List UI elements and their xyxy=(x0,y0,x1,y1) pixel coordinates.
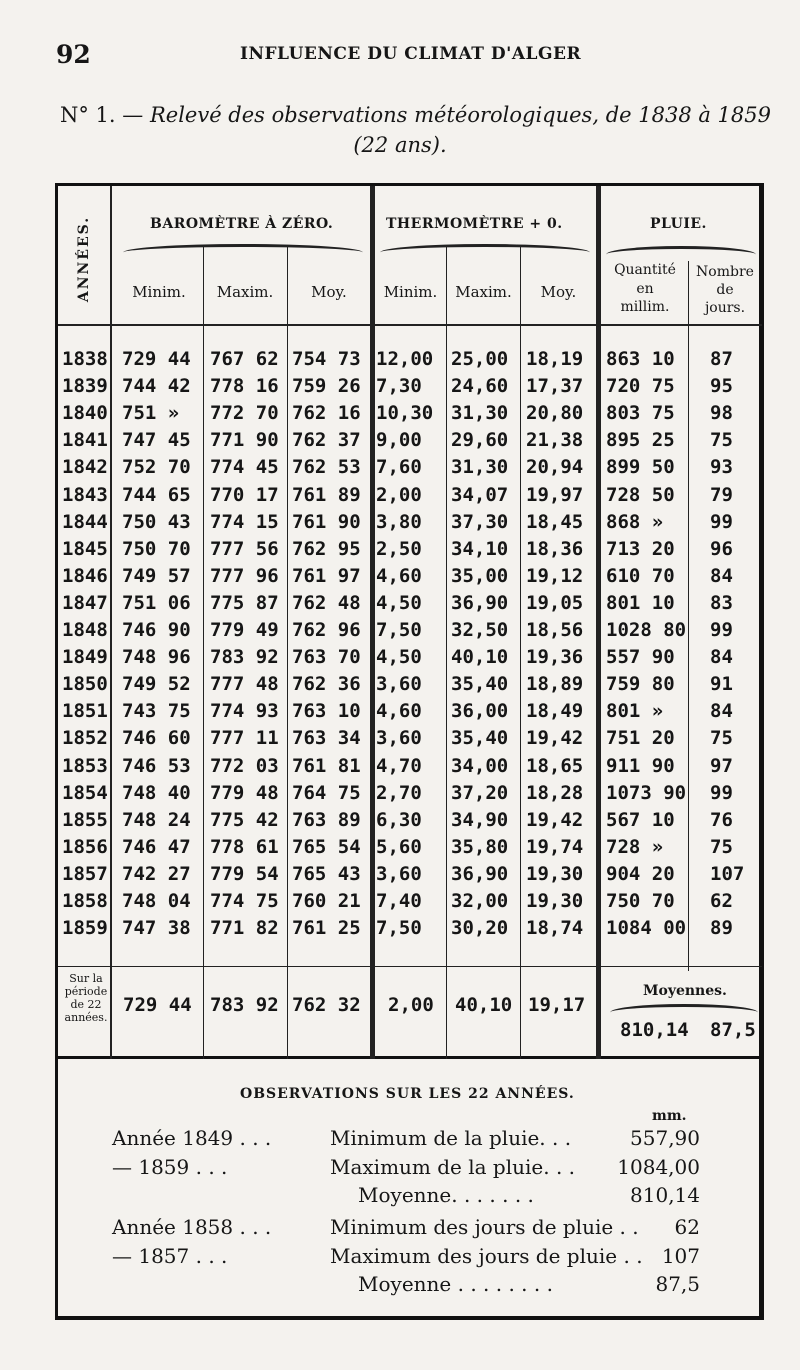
observation-value: 557,90 xyxy=(630,1126,700,1150)
cell-rain-qty: 803 75 xyxy=(606,402,675,425)
years-header: ANNÉES. xyxy=(76,215,93,302)
table-row xyxy=(58,646,762,673)
cell-rain-days: 99 xyxy=(710,781,733,804)
cell-rain-days: 75 xyxy=(710,727,733,750)
cell-rain-days: 62 xyxy=(710,890,733,912)
cell-thermo-min: 2,00 xyxy=(376,483,422,506)
observation-value: 87,5 xyxy=(655,1272,700,1296)
table-row xyxy=(58,511,762,538)
cell-rain-days: 93 xyxy=(710,456,733,479)
observation-label: Minimum des jours de pluie . . xyxy=(330,1215,639,1239)
summary-thermo-min: 2,00 xyxy=(388,994,434,1016)
cell-year: 1843 xyxy=(62,483,108,506)
cell-baro-moy: 763 34 xyxy=(292,727,361,750)
cell-thermo-max: 37,20 xyxy=(451,781,509,804)
rain-qty-header-3: millim. xyxy=(620,299,670,315)
cell-baro-moy: 762 48 xyxy=(292,591,361,614)
caption-title: Relevé des observations météorologiques, de 1838 à 1859 xyxy=(149,103,771,127)
cell-thermo-min: 4,60 xyxy=(376,564,422,587)
cell-rain-qty: 1084 00 xyxy=(606,917,687,940)
cell-baro-min: 746 90 xyxy=(122,619,191,641)
observation-value: 810,14 xyxy=(630,1183,700,1207)
cell-thermo-max: 40,10 xyxy=(451,646,509,669)
cell-thermo-max: 36,00 xyxy=(451,700,509,723)
cell-thermo-min: 7,50 xyxy=(376,917,422,940)
cell-rain-qty: 728 50 xyxy=(606,483,675,506)
rain-days-header-3: jours. xyxy=(704,300,746,316)
cell-rain-qty: 863 10 xyxy=(606,348,675,370)
cell-rain-days: 76 xyxy=(710,808,733,831)
cell-year: 1841 xyxy=(62,429,108,452)
cell-baro-max: 778 61 xyxy=(210,835,279,858)
cell-thermo-max: 32,50 xyxy=(451,619,509,641)
cell-baro-max: 774 75 xyxy=(210,890,279,912)
summary-thermo-moy: 19,17 xyxy=(528,994,586,1016)
table-row xyxy=(58,592,762,619)
cell-year: 1845 xyxy=(62,537,108,560)
table-row xyxy=(58,836,762,863)
table-row xyxy=(58,782,762,809)
cell-thermo-max: 29,60 xyxy=(451,429,509,452)
cell-rain-days: 99 xyxy=(710,619,733,641)
cell-rain-days: 98 xyxy=(710,402,733,425)
right-border xyxy=(759,1059,764,1317)
summary-baro-max: 783 92 xyxy=(210,994,279,1016)
rain-days-header-2: de xyxy=(716,282,734,298)
summary-rule xyxy=(58,966,762,967)
cell-baro-min: 748 24 xyxy=(122,808,191,831)
table-row xyxy=(58,917,762,944)
cell-thermo-max: 32,00 xyxy=(451,890,509,912)
cell-year: 1856 xyxy=(62,835,108,858)
cell-baro-moy: 754 73 xyxy=(292,348,361,370)
cell-rain-qty: 1028 80 xyxy=(606,619,687,641)
cell-thermo-max: 36,90 xyxy=(451,862,509,885)
observation-year: Année 1849 . . . xyxy=(112,1126,272,1150)
observation-label: Moyenne. . . . . . . xyxy=(358,1183,534,1207)
thermometer-header: THERMOMÈTRE + 0. xyxy=(386,216,563,232)
cell-baro-min: 750 70 xyxy=(122,537,191,560)
cell-rain-qty: 720 75 xyxy=(606,375,675,398)
cell-thermo-min: 9,00 xyxy=(376,429,422,452)
cell-baro-min: 742 27 xyxy=(122,862,191,885)
cell-thermo-min: 7,30 xyxy=(376,375,422,398)
cell-baro-moy: 762 16 xyxy=(292,402,361,425)
cell-baro-max: 783 92 xyxy=(210,646,279,669)
rain-brace xyxy=(606,246,756,263)
cell-rain-days: 96 xyxy=(710,537,733,560)
cell-baro-max: 772 03 xyxy=(210,754,279,777)
cell-thermo-max: 35,80 xyxy=(451,835,509,858)
cell-baro-moy: 760 21 xyxy=(292,890,361,912)
cell-thermo-min: 2,70 xyxy=(376,781,422,804)
cell-thermo-max: 34,10 xyxy=(451,537,509,560)
baro-max-header: Maxim. xyxy=(216,283,274,301)
cell-year: 1838 xyxy=(62,348,108,370)
cell-rain-days: 97 xyxy=(710,754,733,777)
table-row xyxy=(58,755,762,782)
cell-thermo-min: 2,50 xyxy=(376,537,422,560)
cell-thermo-moy: 18,49 xyxy=(526,700,584,723)
cell-baro-moy: 763 10 xyxy=(292,700,361,723)
cell-baro-max: 777 56 xyxy=(210,537,279,560)
cell-baro-max: 779 54 xyxy=(210,862,279,885)
cell-rain-qty: 911 90 xyxy=(606,754,675,777)
table-row xyxy=(58,375,762,402)
running-title: INFLUENCE DU CLIMAT D'ALGER xyxy=(240,44,582,64)
cell-rain-days: 75 xyxy=(710,429,733,452)
cell-rain-days: 89 xyxy=(710,917,733,940)
cell-baro-moy: 759 26 xyxy=(292,375,361,398)
cell-thermo-max: 35,00 xyxy=(451,564,509,587)
cell-baro-max: 774 93 xyxy=(210,700,279,723)
cell-thermo-moy: 18,65 xyxy=(526,754,584,777)
cell-thermo-max: 35,40 xyxy=(451,673,509,696)
cell-rain-days: 75 xyxy=(710,835,733,858)
barometer-brace xyxy=(123,244,363,261)
cell-thermo-min: 12,00 xyxy=(376,348,434,370)
cell-baro-min: 751 » xyxy=(122,402,180,425)
cell-baro-max: 771 82 xyxy=(210,917,279,940)
caption-number: N° 1. — xyxy=(60,103,144,127)
thermometer-brace xyxy=(380,244,590,261)
cell-baro-moy: 765 43 xyxy=(292,862,361,885)
cell-rain-qty: 557 90 xyxy=(606,646,675,669)
table-row xyxy=(58,456,762,483)
cell-baro-min: 750 43 xyxy=(122,510,191,533)
thermo-moy-header: Moy. xyxy=(540,283,577,301)
cell-thermo-min: 7,40 xyxy=(376,890,422,912)
cell-baro-moy: 763 70 xyxy=(292,646,361,669)
cell-thermo-max: 37,30 xyxy=(451,510,509,533)
observation-label: Minimum de la pluie. . . xyxy=(330,1126,572,1150)
cell-baro-max: 772 70 xyxy=(210,402,279,425)
observation-year: — 1857 . . . xyxy=(112,1244,228,1268)
cell-baro-max: 777 96 xyxy=(210,564,279,587)
cell-thermo-moy: 19,74 xyxy=(526,835,584,858)
table-row xyxy=(58,673,762,700)
cell-thermo-max: 31,30 xyxy=(451,456,509,479)
cell-baro-max: 775 87 xyxy=(210,591,279,614)
cell-thermo-moy: 21,38 xyxy=(526,429,584,452)
cell-rain-days: 95 xyxy=(710,375,733,398)
rain-qty-header-2: en xyxy=(636,281,654,297)
cell-baro-max: 771 90 xyxy=(210,429,279,452)
cell-baro-min: 748 96 xyxy=(122,646,191,669)
page-number: 92 xyxy=(56,40,91,69)
cell-rain-days: 107 xyxy=(710,862,745,885)
cell-thermo-max: 34,00 xyxy=(451,754,509,777)
cell-rain-qty: 899 50 xyxy=(606,456,675,479)
cell-thermo-moy: 20,94 xyxy=(526,456,584,479)
cell-thermo-moy: 18,74 xyxy=(526,917,584,940)
cell-thermo-moy: 19,12 xyxy=(526,564,584,587)
cell-rain-days: 84 xyxy=(710,564,733,587)
cell-thermo-moy: 19,30 xyxy=(526,890,584,912)
cell-thermo-moy: 19,05 xyxy=(526,591,584,614)
cell-year: 1855 xyxy=(62,808,108,831)
cell-rain-qty: 1073 90 xyxy=(606,781,687,804)
table-row xyxy=(58,348,762,375)
cell-baro-max: 777 11 xyxy=(210,727,279,750)
cell-baro-min: 752 70 xyxy=(122,456,191,479)
cell-rain-qty: 750 70 xyxy=(606,890,675,912)
cell-rain-qty: 868 » xyxy=(606,510,664,533)
cell-baro-min: 743 75 xyxy=(122,700,191,723)
cell-baro-min: 748 04 xyxy=(122,890,191,912)
cell-thermo-moy: 18,89 xyxy=(526,673,584,696)
table-row xyxy=(58,565,762,592)
page-header xyxy=(0,36,800,76)
cell-baro-max: 777 48 xyxy=(210,673,279,696)
moyennes-label: Moyennes. xyxy=(643,983,727,999)
table-row xyxy=(58,700,762,727)
cell-baro-min: 729 44 xyxy=(122,348,191,370)
cell-year: 1854 xyxy=(62,781,108,804)
cell-baro-moy: 762 95 xyxy=(292,537,361,560)
cell-rain-qty: 801 » xyxy=(606,700,664,723)
cell-baro-min: 744 65 xyxy=(122,483,191,506)
cell-baro-min: 746 60 xyxy=(122,727,191,750)
cell-rain-days: 99 xyxy=(710,510,733,533)
cell-rain-qty: 728 » xyxy=(606,835,664,858)
cell-rain-qty: 713 20 xyxy=(606,537,675,560)
cell-thermo-max: 31,30 xyxy=(451,402,509,425)
cell-thermo-min: 4,50 xyxy=(376,591,422,614)
table-row xyxy=(58,429,762,456)
cell-baro-min: 749 52 xyxy=(122,673,191,696)
cell-rain-qty: 610 70 xyxy=(606,564,675,587)
cell-baro-max: 775 42 xyxy=(210,808,279,831)
cell-year: 1840 xyxy=(62,402,108,425)
table-row xyxy=(58,863,762,890)
cell-thermo-min: 4,70 xyxy=(376,754,422,777)
cell-rain-qty: 904 20 xyxy=(606,862,675,885)
bottom-border xyxy=(55,1316,764,1320)
cell-baro-min: 746 47 xyxy=(122,835,191,858)
cell-baro-moy: 761 89 xyxy=(292,483,361,506)
cell-thermo-moy: 19,36 xyxy=(526,646,584,669)
observations-unit: mm. xyxy=(652,1108,687,1124)
cell-baro-max: 779 49 xyxy=(210,619,279,641)
cell-baro-min: 748 40 xyxy=(122,781,191,804)
cell-year: 1850 xyxy=(62,673,108,696)
summary-rain-qty: 810,14 xyxy=(620,1019,689,1041)
observation-value: 107 xyxy=(661,1244,700,1268)
cell-baro-max: 779 48 xyxy=(210,781,279,804)
observation-year: Année 1858 . . . xyxy=(112,1215,272,1239)
cell-year: 1859 xyxy=(62,917,108,940)
cell-baro-moy: 762 53 xyxy=(292,456,361,479)
cell-baro-moy: 765 54 xyxy=(292,835,361,858)
cell-rain-qty: 751 20 xyxy=(606,727,675,750)
cell-year: 1848 xyxy=(62,619,108,641)
cell-rain-qty: 801 10 xyxy=(606,591,675,614)
cell-baro-moy: 762 96 xyxy=(292,619,361,641)
cell-thermo-min: 3,60 xyxy=(376,727,422,750)
summary-label: Sur la période de 22 années. xyxy=(64,972,108,1024)
cell-baro-min: 749 57 xyxy=(122,564,191,587)
observation-label: Maximum de la pluie. . . xyxy=(330,1155,576,1179)
cell-thermo-max: 24,60 xyxy=(451,375,509,398)
cell-thermo-moy: 18,45 xyxy=(526,510,584,533)
cell-year: 1851 xyxy=(62,700,108,723)
cell-rain-qty: 895 25 xyxy=(606,429,675,452)
cell-rain-days: 83 xyxy=(710,591,733,614)
summary-thermo-max: 40,10 xyxy=(455,994,513,1016)
cell-baro-min: 744 42 xyxy=(122,375,191,398)
cell-thermo-max: 30,20 xyxy=(451,917,509,940)
cell-year: 1858 xyxy=(62,890,108,912)
cell-baro-max: 770 17 xyxy=(210,483,279,506)
cell-rain-days: 79 xyxy=(710,483,733,506)
cell-baro-moy: 762 36 xyxy=(292,673,361,696)
cell-year: 1853 xyxy=(62,754,108,777)
observation-value: 1084,00 xyxy=(617,1155,700,1179)
cell-year: 1857 xyxy=(62,862,108,885)
cell-thermo-moy: 17,37 xyxy=(526,375,584,398)
cell-baro-min: 751 06 xyxy=(122,591,191,614)
cell-year: 1839 xyxy=(62,375,108,398)
cell-rain-days: 84 xyxy=(710,700,733,723)
caption-subtitle: (22 ans). xyxy=(353,133,447,157)
table-row xyxy=(58,727,762,754)
cell-year: 1846 xyxy=(62,564,108,587)
table-row xyxy=(58,538,762,565)
cell-baro-moy: 761 97 xyxy=(292,564,361,587)
thermo-min-header: Minim. xyxy=(383,283,438,301)
observation-year: — 1859 . . . xyxy=(112,1155,228,1179)
cell-baro-moy: 763 89 xyxy=(292,808,361,831)
cell-rain-qty: 567 10 xyxy=(606,808,675,831)
cell-baro-max: 774 15 xyxy=(210,510,279,533)
cell-rain-days: 87 xyxy=(710,348,733,370)
cell-thermo-min: 7,50 xyxy=(376,619,422,641)
observation-label: Moyenne . . . . . . . . xyxy=(358,1272,553,1296)
cell-thermo-moy: 19,42 xyxy=(526,808,584,831)
cell-thermo-min: 3,60 xyxy=(376,673,422,696)
cell-thermo-min: 4,50 xyxy=(376,646,422,669)
thermo-max-header: Maxim. xyxy=(455,283,512,301)
table-caption xyxy=(60,100,780,160)
header-rule xyxy=(58,324,762,326)
cell-baro-moy: 761 81 xyxy=(292,754,361,777)
cell-thermo-moy: 19,30 xyxy=(526,862,584,885)
cell-thermo-max: 25,00 xyxy=(451,348,509,370)
cell-thermo-moy: 19,42 xyxy=(526,727,584,750)
summary-rain-days: 87,5 xyxy=(710,1019,756,1041)
cell-thermo-moy: 18,36 xyxy=(526,537,584,560)
table-row xyxy=(58,484,762,511)
cell-thermo-moy: 19,97 xyxy=(526,483,584,506)
cell-baro-moy: 761 25 xyxy=(292,917,361,940)
observation-value: 62 xyxy=(674,1215,700,1239)
table-row xyxy=(58,809,762,836)
cell-baro-max: 774 45 xyxy=(210,456,279,479)
cell-baro-min: 747 38 xyxy=(122,917,191,940)
left-border xyxy=(55,1059,58,1317)
rain-days-header-1: Nombre xyxy=(696,264,754,280)
table-row xyxy=(58,402,762,429)
cell-baro-max: 767 62 xyxy=(210,348,279,370)
cell-year: 1842 xyxy=(62,456,108,479)
cell-thermo-moy: 18,56 xyxy=(526,619,584,641)
rain-header: PLUIE. xyxy=(650,216,707,232)
baro-min-header: Minim. xyxy=(132,283,186,301)
cell-thermo-max: 34,90 xyxy=(451,808,509,831)
rain-qty-header-1: Quantité xyxy=(614,262,676,278)
table-row xyxy=(58,619,762,646)
summary-baro-moy: 762 32 xyxy=(292,994,361,1016)
cell-thermo-min: 7,60 xyxy=(376,456,422,479)
cell-thermo-max: 36,90 xyxy=(451,591,509,614)
cell-thermo-min: 10,30 xyxy=(376,402,434,425)
cell-baro-max: 778 16 xyxy=(210,375,279,398)
cell-year: 1852 xyxy=(62,727,108,750)
cell-thermo-moy: 18,19 xyxy=(526,348,584,370)
cell-rain-days: 91 xyxy=(710,673,733,696)
cell-year: 1849 xyxy=(62,646,108,669)
observation-label: Maximum des jours de pluie . . xyxy=(330,1244,643,1268)
observations-title: OBSERVATIONS SUR LES 22 ANNÉES. xyxy=(240,1086,575,1102)
cell-baro-min: 746 53 xyxy=(122,754,191,777)
cell-thermo-max: 35,40 xyxy=(451,727,509,750)
cell-year: 1847 xyxy=(62,591,108,614)
cell-baro-moy: 761 90 xyxy=(292,510,361,533)
summary-baro-min: 729 44 xyxy=(123,994,192,1016)
cell-thermo-min: 4,60 xyxy=(376,700,422,723)
cell-rain-days: 84 xyxy=(710,646,733,669)
cell-year: 1844 xyxy=(62,510,108,533)
table-row xyxy=(58,890,762,917)
observations-table xyxy=(55,183,764,1059)
barometer-header: BAROMÈTRE À ZÉRO. xyxy=(150,216,334,232)
cell-baro-min: 747 45 xyxy=(122,429,191,452)
cell-thermo-min: 3,60 xyxy=(376,862,422,885)
cell-thermo-min: 5,60 xyxy=(376,835,422,858)
cell-baro-moy: 764 75 xyxy=(292,781,361,804)
cell-thermo-min: 3,80 xyxy=(376,510,422,533)
cell-thermo-max: 34,07 xyxy=(451,483,509,506)
baro-moy-header: Moy. xyxy=(311,283,347,301)
cell-thermo-moy: 20,80 xyxy=(526,402,584,425)
cell-baro-moy: 762 37 xyxy=(292,429,361,452)
cell-rain-qty: 759 80 xyxy=(606,673,675,696)
cell-thermo-min: 6,30 xyxy=(376,808,422,831)
cell-thermo-moy: 18,28 xyxy=(526,781,584,804)
